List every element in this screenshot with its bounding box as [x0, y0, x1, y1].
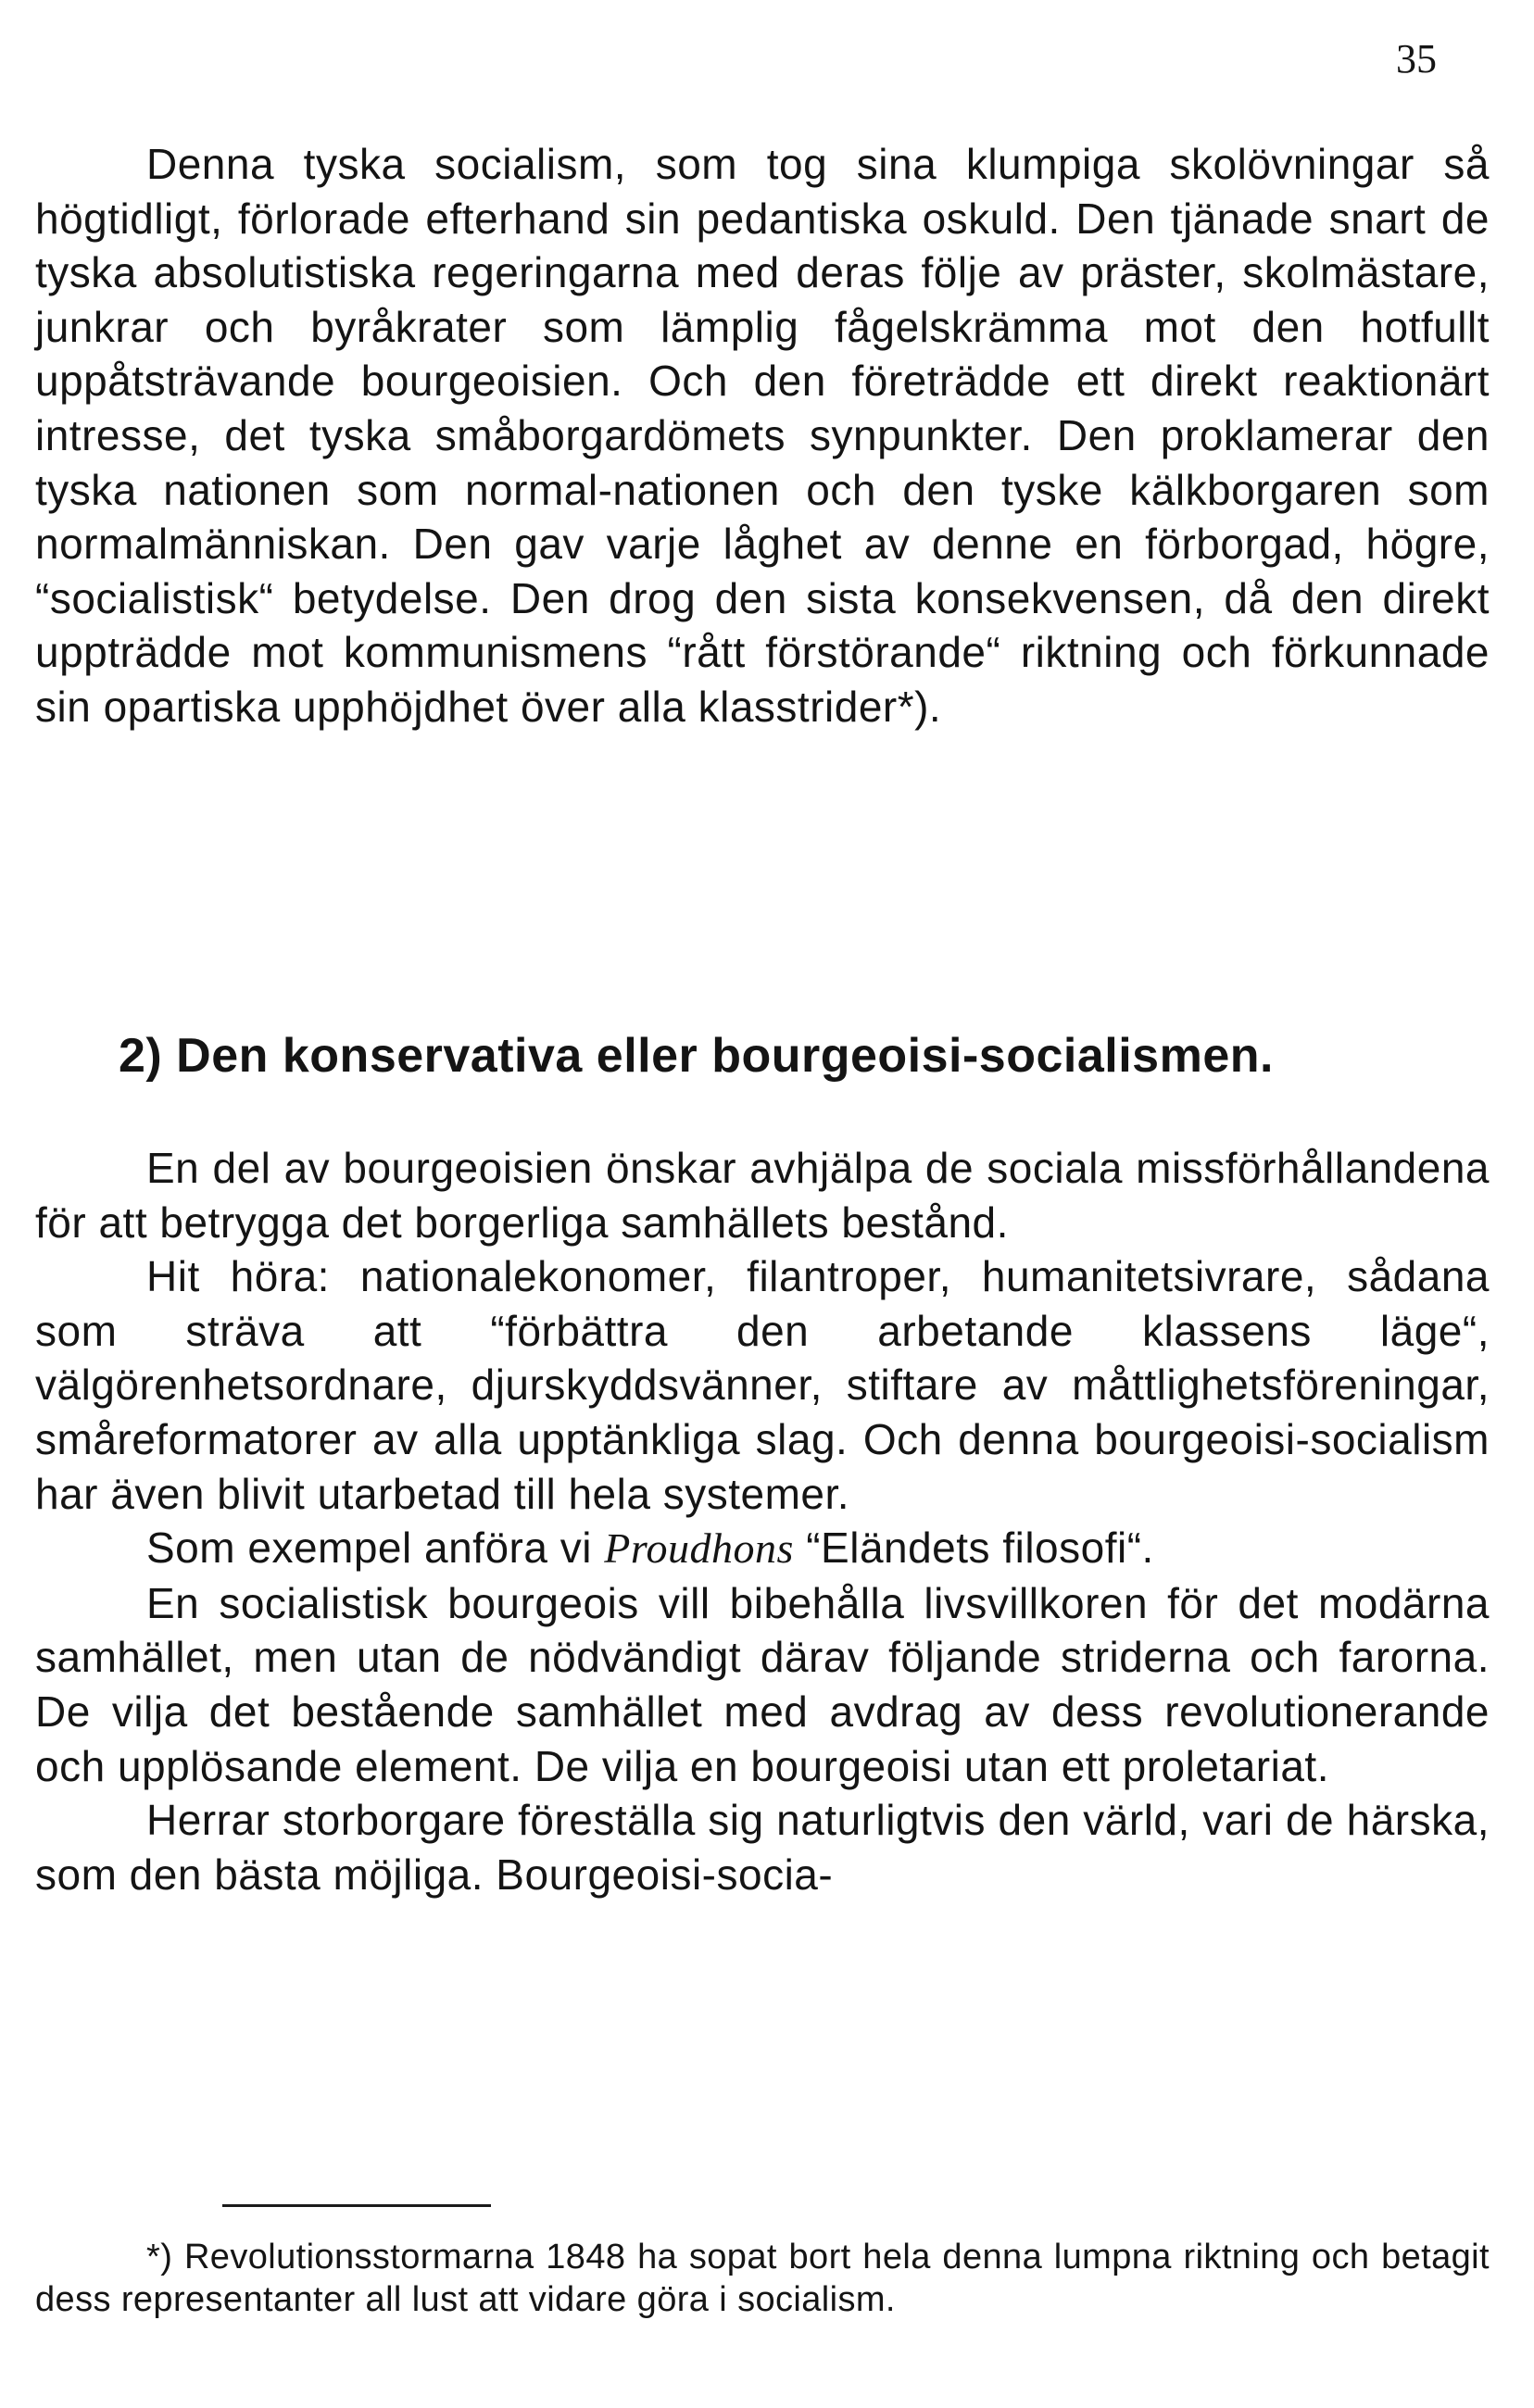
paragraph: Hit höra: nationalekonomer, filantroper, humanitetsivrare, sådana som sträva att “förbättra den arbetande klassens läge“, välgörenhetsordnare, djurskyddsvänner, stiftare av måttlighetsföreningar, småreformatorer av alla upptänkliga slag. Och denna bourgeoisi-socialism har även blivit utarbetad till hela systemer. [35, 1252, 1490, 1518]
paragraph: En socialistisk bourgeois vill bibehålla livsvillkoren för det modärna samhället, men utan de nödvändigt därav följande striderna och farorna. De vilja det bestående samhället med avdrag av dess revolutionerande och upplösande element. De vilja en bourgeoisi utan ett proletariat. [35, 1578, 1490, 1790]
footnote: *) Revolutionsstormarna 1848 ha sopat bort hela denna lumpna riktning och betagit dess representanter all lust att vidare göra i socialism. [35, 2238, 1490, 2319]
body-text-bottom [35, 1141, 1490, 1901]
footnote-divider [222, 2204, 491, 2207]
author-name: Proudhons [604, 1524, 794, 1573]
page-number: 35 [1396, 36, 1437, 82]
paragraph: En del av bourgeoisien önskar avhjälpa de sociala missförhållandena för att betrygga det borgerliga samhällets bestånd. [35, 1144, 1490, 1247]
paragraph: Herrar storborgare föreställa sig naturligtvis den värld, vari de härska, som den bästa möjliga. Bourgeoisi-socia- [35, 1796, 1490, 1899]
body-text-top [35, 137, 1490, 734]
section-heading: 2) Den konservativa eller bourgeoisi-socialismen. [119, 1029, 1274, 1083]
paragraph [35, 1521, 1490, 1576]
paragraph: Denna tyska socialism, som tog sina klumpiga skolövningar så högtidligt, förlorade efterhand sin pedantiska oskuld. Den tjänade snart de tyska absolutistiska regeringarna med deras följe av präster, skolmästare, junkrar och byråkrater som lämplig fågelskrämma mot den hotfullt uppåtsträvande bourgeoisien. Och den företrädde ett direkt reaktionärt intresse, det tyska småborgardömets synpunkter. Den proklamerar den tyska nationen som normal-nationen och den tyske kälkborgaren som normalmänniskan. Den gav varje låghet av denne en förborgad, högre, “socialistisk“ betydelse. Den drog den sista konsekvensen, då den direkt uppträdde mot kommunismens “rått förstörande“ riktning och förkunnade sin opartiska upphöjdhet över alla klasstrider*). [35, 140, 1490, 731]
paragraph-text: Som exempel anföra vi [146, 1524, 605, 1573]
book-title: “Eländets filosofi“. [793, 1524, 1154, 1573]
